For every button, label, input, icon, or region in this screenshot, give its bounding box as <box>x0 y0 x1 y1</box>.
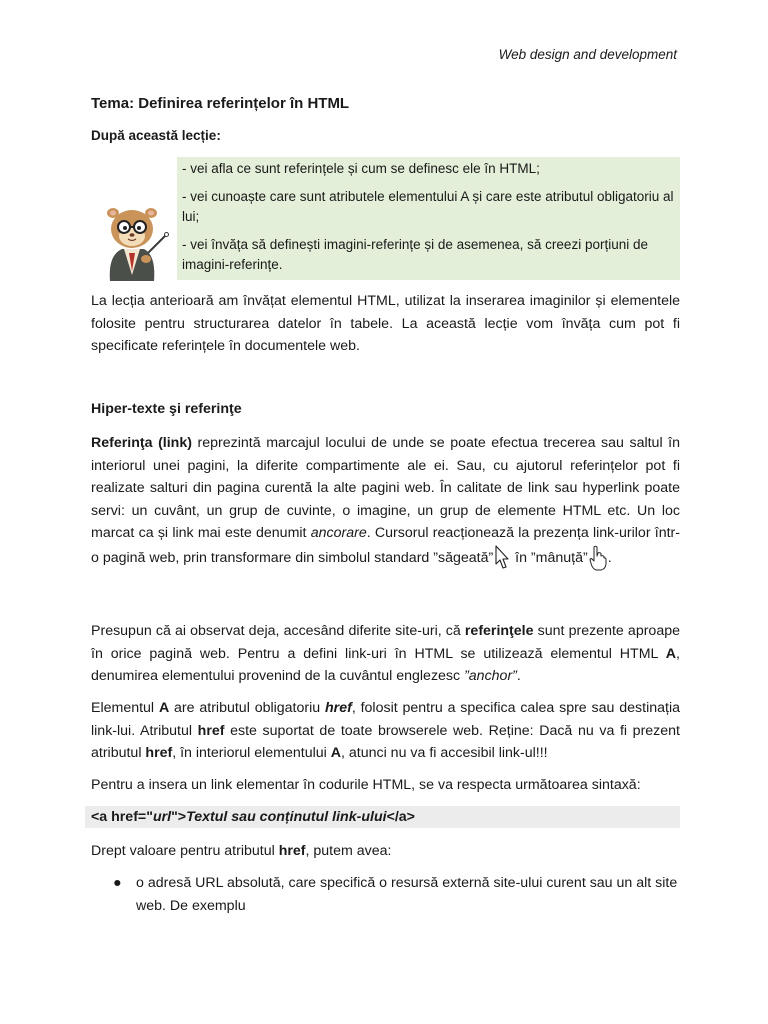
link-definition-text: Referinţa (link) reprezintă marcajul locului de unde se poate efectua trecerea sau saltul în interiorul unei pagini, la diferite compartimente ale ei. Sau, cu ajutorul referințelor pot fi realizate salturi din pagina curentă la alte pagini web. În calitate de link sau hyperlink poate servi: un cuvânt, un grup de cuvinte, o imagine, un grup de elemente HTML etc. Un loc marcat ca și link mai este denumit ancorare. Cursorul reacționează la prezența link-urilor într-o pagină web, prin transformare din simbolul standard ”săgeată” în ”mânuță” . <box>91 432 680 571</box>
after-lesson-label: După această lecție: <box>91 128 221 143</box>
paragraph-link-definition <box>91 432 680 571</box>
paragraph-href-values <box>91 840 680 863</box>
code-syntax-example: <a href="url">Textul sau conținutul link-ului</a> <box>85 806 680 828</box>
objective-item: - vei afla ce sunt referințele și cum se definesc ele în HTML; <box>182 161 540 176</box>
intro-paragraph <box>91 290 680 358</box>
arrow-cursor-icon <box>495 545 509 571</box>
paragraph-href-attribute <box>91 697 680 765</box>
term-link: Referinţa (link) <box>91 435 192 451</box>
paragraph-anchor-element <box>91 620 680 688</box>
intro-text: La lecția anterioară am învățat elementul HTML, utilizat la inserarea imaginilor și elementele folosite pentru structurarea datelor în tabele. La această lecție vom învăța cum pot fi specificate referințele în documentele web. <box>91 293 680 354</box>
section-heading: Hiper-texte şi referinţe <box>91 401 242 417</box>
bullet-text: o adresă URL absolută, care specifică o resursă externă site-ului curent sau un alt site web. De exemplu <box>136 875 678 914</box>
objective-item: - vei cunoaște care sunt atributele elementului A și care este atributul obligatoriu al lui; <box>182 188 674 224</box>
href-attribute-text: Elementul A are atributul obligatoriu href, folosit pentru a specifica calea spre sau destinația link-lui. Atributul href este suportat de toate browserele web. Reține: Dacă nu va fi prezent atributul href, în interiorul elementului A, atunci nu va fi accesibil link-ul!!! <box>91 700 680 761</box>
running-header: Web design and development <box>498 47 677 62</box>
lesson-objectives <box>177 157 680 280</box>
hamster-teacher-icon <box>96 205 170 283</box>
syntax-intro-text: Pentru a insera un link elementar în codurile HTML, se va respecta următoarea sintaxă: <box>91 777 641 793</box>
hand-cursor-icon <box>589 545 607 571</box>
paragraph-syntax-intro <box>91 774 680 797</box>
bullet-icon: ● <box>113 875 122 891</box>
term-anchoring: ancorare <box>310 525 367 541</box>
objective-item: - vei învăța să definești imagini-referințe și de asemenea, să creezi porțiuni de imagini-referințe. <box>182 236 648 272</box>
anchor-element-text: Presupun că ai observat deja, accesând diferite site-uri, că referinţele sunt prezente aproape în orice pagină web. Pentru a defini link-uri în HTML se utilizează elementul HTML A, denumirea elementului provenind de la cuvântul englezesc ”anchor”. <box>91 623 680 684</box>
href-values-text: Drept valoare pentru atributul href, putem avea: <box>91 843 392 859</box>
lesson-title: Tema: Definirea referințelor în HTML <box>91 95 350 112</box>
